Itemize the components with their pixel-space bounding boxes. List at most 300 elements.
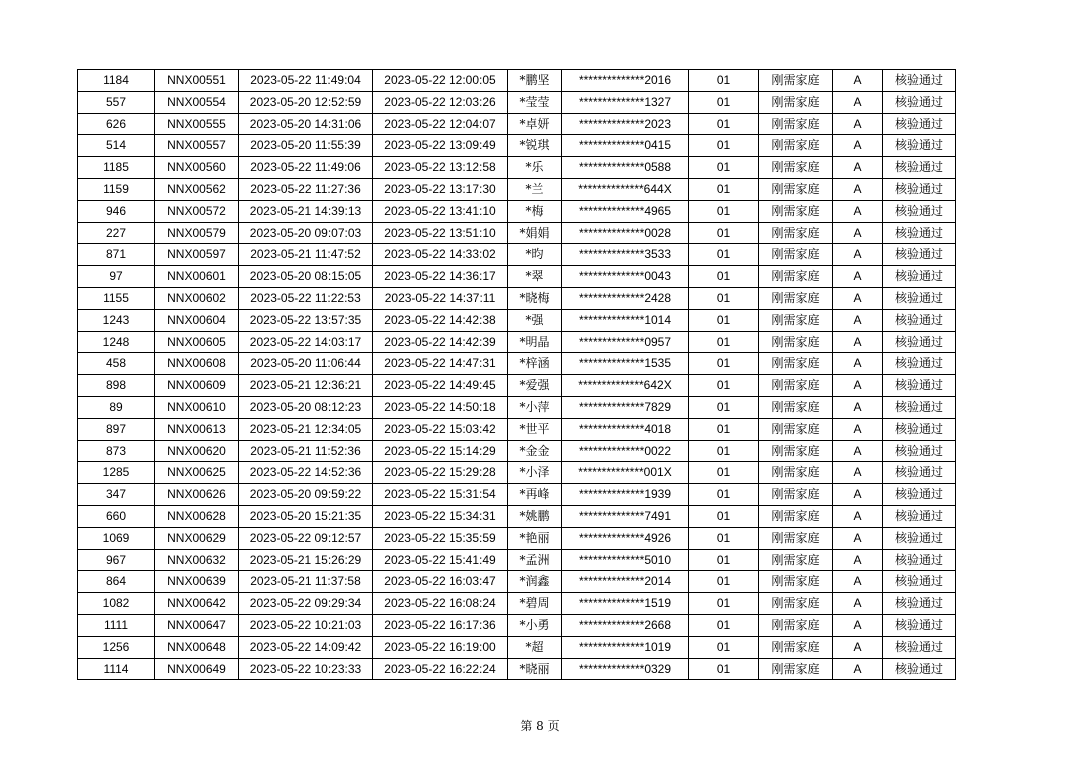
- grade-cell: A: [833, 135, 883, 157]
- verify-time-cell: 2023-05-22 15:29:28: [373, 462, 508, 484]
- code-cell: NNX00605: [155, 331, 239, 353]
- name-cell: *卓妍: [508, 113, 562, 135]
- id-number-cell: **************3533: [562, 244, 689, 266]
- register-time-cell: 2023-05-21 14:39:13: [239, 200, 373, 222]
- seq-cell: 871: [78, 244, 155, 266]
- grade-cell: A: [833, 418, 883, 440]
- id-number-cell: **************0028: [562, 222, 689, 244]
- table-row: [78, 418, 956, 440]
- type-code-cell: 01: [689, 135, 759, 157]
- grade-cell: A: [833, 309, 883, 331]
- status-cell: 核验通过: [883, 571, 956, 593]
- status-cell: 核验通过: [883, 440, 956, 462]
- code-cell: NNX00626: [155, 484, 239, 506]
- seq-cell: 660: [78, 505, 155, 527]
- id-number-cell: **************2023: [562, 113, 689, 135]
- page-number: 第 8 页: [520, 719, 560, 733]
- grade-cell: A: [833, 396, 883, 418]
- status-cell: 核验通过: [883, 505, 956, 527]
- type-code-cell: 01: [689, 91, 759, 113]
- id-number-cell: **************4018: [562, 418, 689, 440]
- code-cell: NNX00608: [155, 353, 239, 375]
- name-cell: *锐琪: [508, 135, 562, 157]
- table-row: [78, 636, 956, 658]
- verify-time-cell: 2023-05-22 16:19:00: [373, 636, 508, 658]
- name-cell: *晓丽: [508, 658, 562, 680]
- type-code-cell: 01: [689, 222, 759, 244]
- category-cell: 刚需家庭: [759, 200, 833, 222]
- seq-cell: 89: [78, 396, 155, 418]
- grade-cell: A: [833, 331, 883, 353]
- type-code-cell: 01: [689, 484, 759, 506]
- grade-cell: A: [833, 353, 883, 375]
- name-cell: *翠: [508, 266, 562, 288]
- name-cell: *润鑫: [508, 571, 562, 593]
- id-number-cell: **************642X: [562, 375, 689, 397]
- seq-cell: 1069: [78, 527, 155, 549]
- code-cell: NNX00639: [155, 571, 239, 593]
- status-cell: 核验通过: [883, 287, 956, 309]
- verify-time-cell: 2023-05-22 14:49:45: [373, 375, 508, 397]
- category-cell: 刚需家庭: [759, 527, 833, 549]
- code-cell: NNX00557: [155, 135, 239, 157]
- name-cell: *晓梅: [508, 287, 562, 309]
- name-cell: *碧周: [508, 593, 562, 615]
- status-cell: 核验通过: [883, 244, 956, 266]
- seq-cell: 1111: [78, 614, 155, 636]
- code-cell: NNX00572: [155, 200, 239, 222]
- name-cell: *小勇: [508, 614, 562, 636]
- type-code-cell: 01: [689, 309, 759, 331]
- status-cell: 核验通过: [883, 266, 956, 288]
- type-code-cell: 01: [689, 70, 759, 92]
- type-code-cell: 01: [689, 527, 759, 549]
- type-code-cell: 01: [689, 462, 759, 484]
- register-time-cell: 2023-05-20 08:15:05: [239, 266, 373, 288]
- id-number-cell: **************7829: [562, 396, 689, 418]
- category-cell: 刚需家庭: [759, 70, 833, 92]
- seq-cell: 1184: [78, 70, 155, 92]
- code-cell: NNX00560: [155, 157, 239, 179]
- register-time-cell: 2023-05-22 09:29:34: [239, 593, 373, 615]
- type-code-cell: 01: [689, 331, 759, 353]
- code-cell: NNX00555: [155, 113, 239, 135]
- category-cell: 刚需家庭: [759, 614, 833, 636]
- code-cell: NNX00579: [155, 222, 239, 244]
- verify-time-cell: 2023-05-22 13:41:10: [373, 200, 508, 222]
- status-cell: 核验通过: [883, 484, 956, 506]
- name-cell: *明晶: [508, 331, 562, 353]
- table-row: [78, 462, 956, 484]
- table-row: [78, 593, 956, 615]
- table-row: [78, 287, 956, 309]
- grade-cell: A: [833, 113, 883, 135]
- category-cell: 刚需家庭: [759, 571, 833, 593]
- status-cell: 核验通过: [883, 462, 956, 484]
- verify-time-cell: 2023-05-22 13:17:30: [373, 178, 508, 200]
- table-row: [78, 484, 956, 506]
- status-cell: 核验通过: [883, 70, 956, 92]
- code-cell: NNX00554: [155, 91, 239, 113]
- code-cell: NNX00613: [155, 418, 239, 440]
- register-time-cell: 2023-05-21 11:47:52: [239, 244, 373, 266]
- type-code-cell: 01: [689, 571, 759, 593]
- status-cell: 核验通过: [883, 135, 956, 157]
- seq-cell: 1114: [78, 658, 155, 680]
- status-cell: 核验通过: [883, 636, 956, 658]
- grade-cell: A: [833, 593, 883, 615]
- seq-cell: 347: [78, 484, 155, 506]
- grade-cell: A: [833, 244, 883, 266]
- verify-time-cell: 2023-05-22 12:04:07: [373, 113, 508, 135]
- id-number-cell: **************644X: [562, 178, 689, 200]
- type-code-cell: 01: [689, 244, 759, 266]
- register-time-cell: 2023-05-22 14:52:36: [239, 462, 373, 484]
- code-cell: NNX00562: [155, 178, 239, 200]
- table-row: [78, 266, 956, 288]
- category-cell: 刚需家庭: [759, 331, 833, 353]
- grade-cell: A: [833, 222, 883, 244]
- seq-cell: 864: [78, 571, 155, 593]
- grade-cell: A: [833, 440, 883, 462]
- table-row: [78, 353, 956, 375]
- grade-cell: A: [833, 287, 883, 309]
- table-row: [78, 527, 956, 549]
- id-number-cell: **************1327: [562, 91, 689, 113]
- id-number-cell: **************2428: [562, 287, 689, 309]
- name-cell: *莹莹: [508, 91, 562, 113]
- verify-time-cell: 2023-05-22 14:42:38: [373, 309, 508, 331]
- type-code-cell: 01: [689, 593, 759, 615]
- verify-time-cell: 2023-05-22 14:42:39: [373, 331, 508, 353]
- verify-time-cell: 2023-05-22 14:47:31: [373, 353, 508, 375]
- category-cell: 刚需家庭: [759, 178, 833, 200]
- category-cell: 刚需家庭: [759, 418, 833, 440]
- id-number-cell: **************0588: [562, 157, 689, 179]
- table-row: [78, 244, 956, 266]
- grade-cell: A: [833, 636, 883, 658]
- seq-cell: 514: [78, 135, 155, 157]
- name-cell: *姚鹏: [508, 505, 562, 527]
- verify-time-cell: 2023-05-22 13:12:58: [373, 157, 508, 179]
- verify-time-cell: 2023-05-22 15:41:49: [373, 549, 508, 571]
- register-time-cell: 2023-05-22 10:23:33: [239, 658, 373, 680]
- type-code-cell: 01: [689, 549, 759, 571]
- type-code-cell: 01: [689, 157, 759, 179]
- type-code-cell: 01: [689, 113, 759, 135]
- code-cell: NNX00602: [155, 287, 239, 309]
- category-cell: 刚需家庭: [759, 91, 833, 113]
- grade-cell: A: [833, 658, 883, 680]
- category-cell: 刚需家庭: [759, 396, 833, 418]
- type-code-cell: 01: [689, 375, 759, 397]
- verify-time-cell: 2023-05-22 15:03:42: [373, 418, 508, 440]
- category-cell: 刚需家庭: [759, 593, 833, 615]
- name-cell: *世平: [508, 418, 562, 440]
- type-code-cell: 01: [689, 353, 759, 375]
- name-cell: *昀: [508, 244, 562, 266]
- verify-time-cell: 2023-05-22 13:51:10: [373, 222, 508, 244]
- code-cell: NNX00620: [155, 440, 239, 462]
- type-code-cell: 01: [689, 440, 759, 462]
- register-time-cell: 2023-05-22 13:57:35: [239, 309, 373, 331]
- seq-cell: 1256: [78, 636, 155, 658]
- register-time-cell: 2023-05-21 12:34:05: [239, 418, 373, 440]
- register-time-cell: 2023-05-22 14:03:17: [239, 331, 373, 353]
- table-row: [78, 91, 956, 113]
- status-cell: 核验通过: [883, 396, 956, 418]
- status-cell: 核验通过: [883, 91, 956, 113]
- seq-cell: 557: [78, 91, 155, 113]
- register-time-cell: 2023-05-20 09:59:22: [239, 484, 373, 506]
- table-row: [78, 309, 956, 331]
- code-cell: NNX00648: [155, 636, 239, 658]
- id-number-cell: **************0043: [562, 266, 689, 288]
- type-code-cell: 01: [689, 266, 759, 288]
- type-code-cell: 01: [689, 200, 759, 222]
- code-cell: NNX00625: [155, 462, 239, 484]
- status-cell: 核验通过: [883, 353, 956, 375]
- seq-cell: 97: [78, 266, 155, 288]
- status-cell: 核验通过: [883, 658, 956, 680]
- code-cell: NNX00597: [155, 244, 239, 266]
- category-cell: 刚需家庭: [759, 244, 833, 266]
- code-cell: NNX00649: [155, 658, 239, 680]
- grade-cell: A: [833, 375, 883, 397]
- grade-cell: A: [833, 549, 883, 571]
- category-cell: 刚需家庭: [759, 484, 833, 506]
- register-time-cell: 2023-05-21 11:37:58: [239, 571, 373, 593]
- register-time-cell: 2023-05-20 14:31:06: [239, 113, 373, 135]
- grade-cell: A: [833, 200, 883, 222]
- verify-time-cell: 2023-05-22 14:50:18: [373, 396, 508, 418]
- id-number-cell: **************4926: [562, 527, 689, 549]
- seq-cell: 1159: [78, 178, 155, 200]
- name-cell: *爱强: [508, 375, 562, 397]
- register-time-cell: 2023-05-22 11:49:06: [239, 157, 373, 179]
- status-cell: 核验通过: [883, 593, 956, 615]
- status-cell: 核验通过: [883, 614, 956, 636]
- verify-time-cell: 2023-05-22 15:35:59: [373, 527, 508, 549]
- name-cell: *兰: [508, 178, 562, 200]
- register-time-cell: 2023-05-20 09:07:03: [239, 222, 373, 244]
- status-cell: 核验通过: [883, 178, 956, 200]
- id-number-cell: **************1519: [562, 593, 689, 615]
- code-cell: NNX00610: [155, 396, 239, 418]
- grade-cell: A: [833, 505, 883, 527]
- grade-cell: A: [833, 266, 883, 288]
- register-time-cell: 2023-05-20 08:12:23: [239, 396, 373, 418]
- category-cell: 刚需家庭: [759, 353, 833, 375]
- seq-cell: 898: [78, 375, 155, 397]
- code-cell: NNX00609: [155, 375, 239, 397]
- name-cell: *艳丽: [508, 527, 562, 549]
- grade-cell: A: [833, 70, 883, 92]
- name-cell: *娟娟: [508, 222, 562, 244]
- type-code-cell: 01: [689, 287, 759, 309]
- id-number-cell: **************5010: [562, 549, 689, 571]
- id-number-cell: **************4965: [562, 200, 689, 222]
- status-cell: 核验通过: [883, 113, 956, 135]
- id-number-cell: **************2014: [562, 571, 689, 593]
- verify-time-cell: 2023-05-22 13:09:49: [373, 135, 508, 157]
- category-cell: 刚需家庭: [759, 658, 833, 680]
- type-code-cell: 01: [689, 178, 759, 200]
- name-cell: *梓涵: [508, 353, 562, 375]
- register-time-cell: 2023-05-22 14:09:42: [239, 636, 373, 658]
- status-cell: 核验通过: [883, 309, 956, 331]
- category-cell: 刚需家庭: [759, 135, 833, 157]
- id-number-cell: **************7491: [562, 505, 689, 527]
- code-cell: NNX00647: [155, 614, 239, 636]
- type-code-cell: 01: [689, 505, 759, 527]
- category-cell: 刚需家庭: [759, 636, 833, 658]
- verify-time-cell: 2023-05-22 16:03:47: [373, 571, 508, 593]
- seq-cell: 626: [78, 113, 155, 135]
- grade-cell: A: [833, 614, 883, 636]
- grade-cell: A: [833, 571, 883, 593]
- verify-time-cell: 2023-05-22 12:00:05: [373, 70, 508, 92]
- verify-time-cell: 2023-05-22 16:17:36: [373, 614, 508, 636]
- status-cell: 核验通过: [883, 331, 956, 353]
- register-time-cell: 2023-05-22 11:27:36: [239, 178, 373, 200]
- type-code-cell: 01: [689, 614, 759, 636]
- verify-time-cell: 2023-05-22 14:37:11: [373, 287, 508, 309]
- code-cell: NNX00642: [155, 593, 239, 615]
- category-cell: 刚需家庭: [759, 462, 833, 484]
- code-cell: NNX00628: [155, 505, 239, 527]
- id-number-cell: **************0957: [562, 331, 689, 353]
- type-code-cell: 01: [689, 636, 759, 658]
- register-time-cell: 2023-05-21 11:52:36: [239, 440, 373, 462]
- name-cell: *鹏坚: [508, 70, 562, 92]
- status-cell: 核验通过: [883, 200, 956, 222]
- table-row: [78, 614, 956, 636]
- category-cell: 刚需家庭: [759, 266, 833, 288]
- verify-time-cell: 2023-05-22 14:36:17: [373, 266, 508, 288]
- id-number-cell: **************1535: [562, 353, 689, 375]
- verify-time-cell: 2023-05-22 16:22:24: [373, 658, 508, 680]
- category-cell: 刚需家庭: [759, 287, 833, 309]
- name-cell: *超: [508, 636, 562, 658]
- register-time-cell: 2023-05-22 10:21:03: [239, 614, 373, 636]
- records-table-body: [78, 70, 956, 680]
- table-row: [78, 396, 956, 418]
- id-number-cell: **************0415: [562, 135, 689, 157]
- seq-cell: 897: [78, 418, 155, 440]
- table-row: [78, 375, 956, 397]
- status-cell: 核验通过: [883, 527, 956, 549]
- status-cell: 核验通过: [883, 222, 956, 244]
- id-number-cell: **************1014: [562, 309, 689, 331]
- table-row: [78, 505, 956, 527]
- table-row: [78, 549, 956, 571]
- verify-time-cell: 2023-05-22 14:33:02: [373, 244, 508, 266]
- grade-cell: A: [833, 462, 883, 484]
- grade-cell: A: [833, 157, 883, 179]
- name-cell: *孟洲: [508, 549, 562, 571]
- id-number-cell: **************0022: [562, 440, 689, 462]
- category-cell: 刚需家庭: [759, 549, 833, 571]
- id-number-cell: **************2016: [562, 70, 689, 92]
- name-cell: *小萍: [508, 396, 562, 418]
- type-code-cell: 01: [689, 658, 759, 680]
- register-time-cell: 2023-05-21 15:26:29: [239, 549, 373, 571]
- seq-cell: 1185: [78, 157, 155, 179]
- name-cell: *小泽: [508, 462, 562, 484]
- category-cell: 刚需家庭: [759, 440, 833, 462]
- verify-time-cell: 2023-05-22 15:34:31: [373, 505, 508, 527]
- table-row: [78, 157, 956, 179]
- grade-cell: A: [833, 527, 883, 549]
- id-number-cell: **************1939: [562, 484, 689, 506]
- category-cell: 刚需家庭: [759, 113, 833, 135]
- status-cell: 核验通过: [883, 418, 956, 440]
- register-time-cell: 2023-05-21 12:36:21: [239, 375, 373, 397]
- status-cell: 核验通过: [883, 549, 956, 571]
- grade-cell: A: [833, 178, 883, 200]
- table-row: [78, 70, 956, 92]
- verify-time-cell: 2023-05-22 15:31:54: [373, 484, 508, 506]
- name-cell: *梅: [508, 200, 562, 222]
- type-code-cell: 01: [689, 418, 759, 440]
- table-row: [78, 135, 956, 157]
- code-cell: NNX00604: [155, 309, 239, 331]
- grade-cell: A: [833, 91, 883, 113]
- code-cell: NNX00629: [155, 527, 239, 549]
- register-time-cell: 2023-05-22 11:22:53: [239, 287, 373, 309]
- verify-time-cell: 2023-05-22 15:14:29: [373, 440, 508, 462]
- register-time-cell: 2023-05-20 11:55:39: [239, 135, 373, 157]
- id-number-cell: **************2668: [562, 614, 689, 636]
- table-row: [78, 440, 956, 462]
- category-cell: 刚需家庭: [759, 222, 833, 244]
- seq-cell: 458: [78, 353, 155, 375]
- seq-cell: 227: [78, 222, 155, 244]
- table-row: [78, 178, 956, 200]
- category-cell: 刚需家庭: [759, 157, 833, 179]
- status-cell: 核验通过: [883, 375, 956, 397]
- seq-cell: 946: [78, 200, 155, 222]
- table-row: [78, 222, 956, 244]
- id-number-cell: **************0329: [562, 658, 689, 680]
- seq-cell: 1248: [78, 331, 155, 353]
- seq-cell: 1285: [78, 462, 155, 484]
- name-cell: *乐: [508, 157, 562, 179]
- table-row: [78, 200, 956, 222]
- code-cell: NNX00601: [155, 266, 239, 288]
- seq-cell: 873: [78, 440, 155, 462]
- register-time-cell: 2023-05-22 09:12:57: [239, 527, 373, 549]
- id-number-cell: **************001X: [562, 462, 689, 484]
- records-table: [77, 69, 956, 680]
- code-cell: NNX00551: [155, 70, 239, 92]
- name-cell: *强: [508, 309, 562, 331]
- category-cell: 刚需家庭: [759, 505, 833, 527]
- code-cell: NNX00632: [155, 549, 239, 571]
- category-cell: 刚需家庭: [759, 375, 833, 397]
- table-row: [78, 113, 956, 135]
- table-row: [78, 571, 956, 593]
- status-cell: 核验通过: [883, 157, 956, 179]
- name-cell: *再峰: [508, 484, 562, 506]
- verify-time-cell: 2023-05-22 16:08:24: [373, 593, 508, 615]
- seq-cell: 1082: [78, 593, 155, 615]
- seq-cell: 1243: [78, 309, 155, 331]
- category-cell: 刚需家庭: [759, 309, 833, 331]
- table-row: [78, 331, 956, 353]
- seq-cell: 967: [78, 549, 155, 571]
